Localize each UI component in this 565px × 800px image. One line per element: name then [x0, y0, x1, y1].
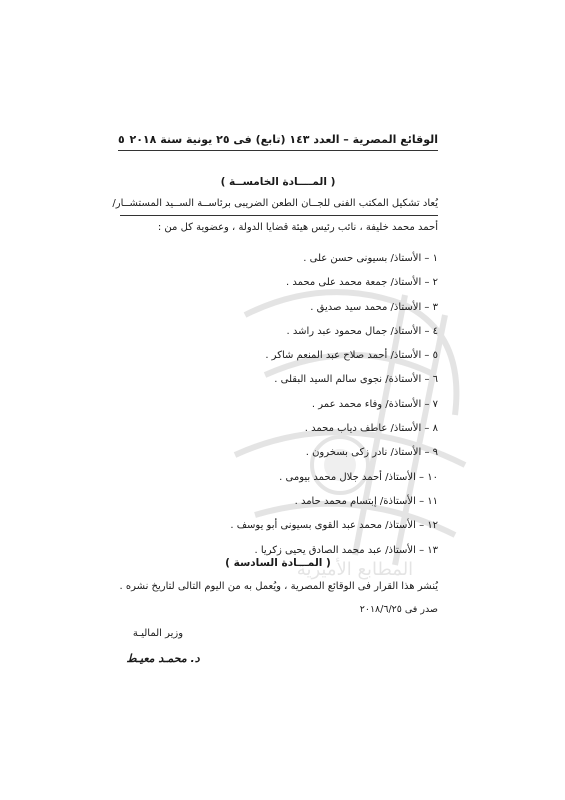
list-item: ١٢ – الأستاذ/ محمد عبد القوى بسيونى أبو يوسف . [230, 520, 438, 532]
signature-title: وزير الماليـة [132, 628, 184, 639]
issue-date: صدر فى ٢٠١٨/٦/٢٥ [359, 604, 438, 615]
signature-name: د. محمـد معيـط [126, 652, 200, 665]
running-title: الوقائع المصرية – العدد ١٤٣ (تابع) فى ٢٥ يونية سنة ٢٠١٨ [129, 133, 438, 146]
list-item: ١١ – الأستاذة/ إبتسام محمد حامد . [294, 495, 438, 507]
list-item: ٧ – الأستاذة/ وفاء محمد عمر . [311, 398, 438, 410]
article-5-intro-line1: يُعاد تشكيل المكتب الفنى للجــان الطعن الضريبى برئاســة الســيد المستشــار/ [112, 198, 438, 209]
list-item: ١٣ – الأستاذ/ عبد محمد الصادق يحيى زكريا . [254, 544, 438, 556]
article-5-heading: ( المــــادة الخامســة ) [220, 176, 336, 188]
watermark-text: المطابع الأميرية [296, 559, 414, 580]
list-item: ٦ – الأستاذة/ نجوى سالم السيد البقلى . [274, 374, 438, 386]
list-item: ٨ – الأستاذ/ عاطف دياب محمد . [304, 423, 438, 435]
list-item: ٣ – الأستاذ/ محمد سيد صديق . [310, 301, 438, 313]
article-6-heading: ( المـــادة السادسة ) [225, 557, 331, 569]
page-number: ٥ [118, 133, 125, 146]
list-item: ٤ – الأستاذ/ جمال محمود عبد راشد . [286, 325, 438, 337]
list-item: ٥ – الأستاذ/ أحمد صلاح عبد المنعم شاكر . [265, 350, 438, 362]
intro-underline [120, 215, 438, 216]
header-rule [118, 150, 438, 151]
article-6-text: يُنشر هذا القرار فى الوقائع المصرية ، ويُعمل به من اليوم التالى لتاريخ نشره . [119, 581, 438, 592]
running-header [118, 133, 438, 146]
members-list [138, 247, 438, 563]
list-item: ١٠ – الأستاذ/ أحمد جلال محمد بيومى . [279, 471, 438, 483]
list-item: ٩ – الأستاذ/ نادر زكى بسخرون . [305, 447, 438, 459]
list-item: ٢ – الأستاذ/ جمعة محمد على محمد . [286, 277, 438, 289]
list-item: ١ – الأستاذ/ بسيونى حسن على . [303, 253, 438, 264]
article-5-intro-line2: أحمد محمد خليفة ، نائب رئيس هيئة قضايا الدولة ، وعضوية كل من : [157, 222, 438, 233]
